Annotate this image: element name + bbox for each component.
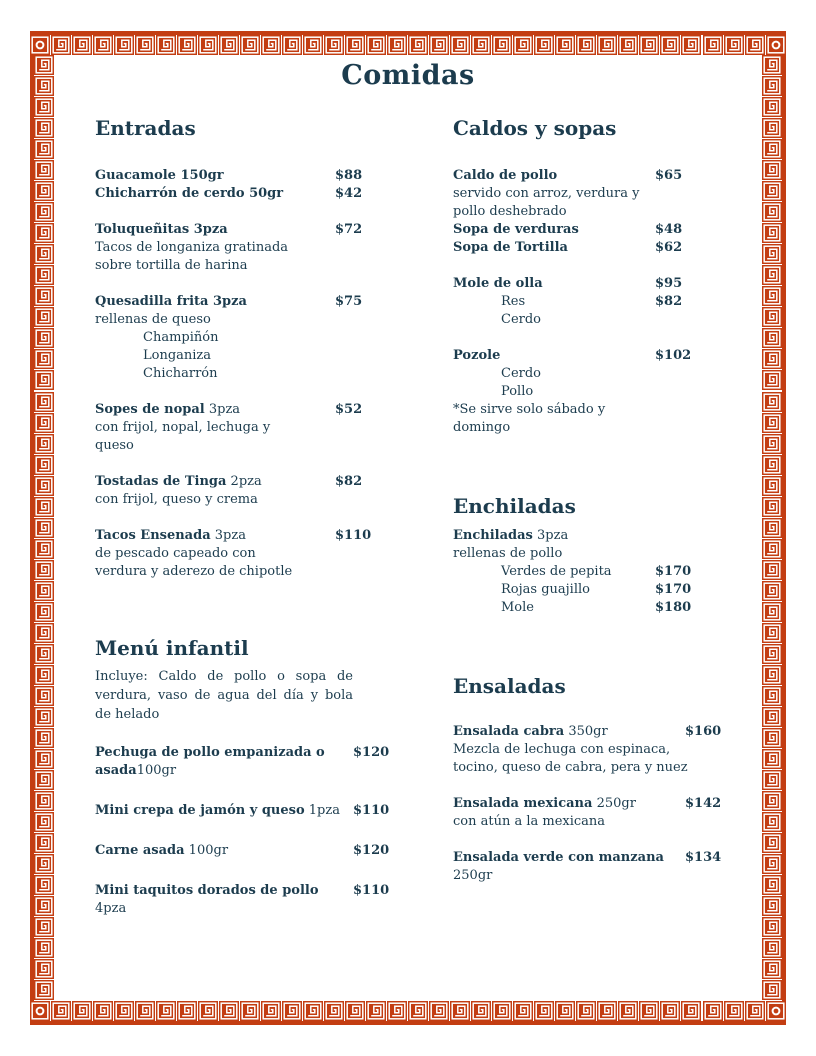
menu-group: [95, 167, 430, 203]
greek-key-tile-icon: [345, 35, 365, 55]
greek-key-tile-icon: [51, 35, 71, 55]
item-price: $134: [685, 850, 722, 865]
greek-key-tile-icon: [513, 1001, 533, 1021]
subitem-name: Cerdo: [501, 366, 542, 381]
greek-key-tile-icon: [576, 1001, 596, 1021]
greek-key-tile-icon: [34, 686, 54, 706]
greek-key-tile-icon: [762, 938, 782, 958]
item-name: Tacos Ensenada: [95, 528, 211, 543]
greek-key-tile-icon: [72, 1001, 92, 1021]
menu-subitem: [95, 347, 430, 365]
greek-key-tile-icon: [219, 35, 239, 55]
greek-key-border-top: [30, 31, 786, 55]
greek-key-tile-icon: [34, 392, 54, 412]
item-name: Pechuga de pollo empanizada o asada: [95, 745, 325, 778]
menu-item: [453, 167, 788, 221]
item-name: Carne asada: [95, 843, 185, 858]
greek-key-tile-icon: [177, 35, 197, 55]
item-price: $120: [353, 843, 390, 858]
greek-key-tile-icon: [34, 202, 54, 222]
greek-key-tile-icon: [34, 812, 54, 832]
menu-item: [95, 744, 430, 780]
greek-key-tile-icon: [660, 35, 680, 55]
greek-key-tile-icon: [618, 1001, 638, 1021]
menu-item: [95, 293, 430, 329]
greek-key-tile-icon: [724, 35, 744, 55]
item-name: Mole de olla: [453, 276, 543, 291]
item-qty: 1pza: [304, 803, 340, 818]
greek-key-tile-icon: [303, 35, 323, 55]
subitem-name: Cerdo: [501, 312, 542, 327]
greek-key-tile-icon: [34, 244, 54, 264]
subitem-name: Mole: [501, 600, 534, 615]
menu-item: [453, 221, 788, 239]
section-enchiladas: [453, 493, 788, 617]
section-caldos-y-sopas: [453, 115, 788, 437]
item-description: rellenas de queso: [95, 312, 211, 327]
menu-item: [95, 401, 430, 455]
greek-key-tile-icon: [450, 35, 470, 55]
menu-group: [95, 401, 430, 455]
item-qty: 250gr: [592, 796, 636, 811]
menu-subitem: [453, 311, 788, 329]
border-bar: [30, 1021, 786, 1025]
subitem-name: Res: [501, 294, 526, 309]
greek-key-tile-icon: [492, 1001, 512, 1021]
menu-subitem: [95, 329, 430, 347]
section-entradas: [95, 115, 430, 581]
greek-key-tile-icon: [745, 1001, 765, 1021]
greek-key-tile-icon: [34, 265, 54, 285]
menu-group: [95, 882, 430, 918]
greek-key-tile-icon: [387, 35, 407, 55]
item-name: Mini taquitos dorados de pollo: [95, 883, 319, 898]
section-title-enchiladas: Enchiladas: [453, 494, 576, 518]
greek-key-tile-icon: [597, 1001, 617, 1021]
subitem-price: $180: [655, 600, 692, 615]
greek-key-tile-icon: [93, 1001, 113, 1021]
greek-key-tile-icon: [93, 35, 113, 55]
greek-key-tile-icon: [762, 917, 782, 937]
item-qty: 3pza: [532, 528, 569, 543]
greek-key-tile-icon: [408, 1001, 428, 1021]
item-name: Caldo de pollo: [453, 168, 558, 183]
greek-key-tile-icon: [177, 1001, 197, 1021]
item-price: $72: [335, 222, 363, 237]
section-title-caldos-y-sopas: Caldos y sopas: [453, 116, 617, 140]
item-price: $120: [353, 745, 390, 760]
item-description: Mezcla de lechuga con espinaca, tocino, queso de cabra, pera y nuez: [453, 742, 688, 775]
subitem-name: Verdes de pepita: [501, 564, 612, 579]
item-name: Tostadas de Tinga: [95, 474, 227, 489]
item-note: *Se sirve solo sábado y domingo: [453, 402, 606, 435]
item-price: $62: [655, 240, 683, 255]
menu-group: [95, 802, 430, 820]
greek-key-tile-icon: [513, 35, 533, 55]
subitem-price: $170: [655, 582, 692, 597]
item-name: Mini crepa de jamón y queso: [95, 803, 305, 818]
greek-key-tile-icon: [34, 539, 54, 559]
item-name: Enchiladas: [453, 528, 533, 543]
greek-key-tile-icon: [240, 1001, 260, 1021]
greek-key-tile-icon: [745, 35, 765, 55]
greek-key-tile-icon: [34, 749, 54, 769]
greek-key-tile-icon: [135, 35, 155, 55]
subitem-price: $170: [655, 564, 692, 579]
greek-key-tile-icon: [408, 35, 428, 55]
menu-item: [95, 473, 430, 509]
greek-key-tile-icon: [156, 35, 176, 55]
item-name: Ensalada mexicana: [453, 796, 593, 811]
greek-key-tile-icon: [345, 1001, 365, 1021]
item-price: $65: [655, 168, 683, 183]
item-description: con frijol, queso y crema: [95, 492, 258, 507]
greek-key-tile-icon: [34, 770, 54, 790]
greek-key-tile-icon: [618, 35, 638, 55]
item-qty: 3pza: [204, 402, 241, 417]
item-name: Toluqueñitas 3pza: [95, 222, 228, 237]
greek-key-tile-icon: [534, 35, 554, 55]
greek-key-tile-icon: [34, 413, 54, 433]
menu-group: [95, 293, 430, 383]
greek-key-tile-icon: [34, 518, 54, 538]
greek-key-tile-icon: [34, 223, 54, 243]
greek-key-tile-icon: [34, 370, 54, 390]
menu-item: [453, 849, 788, 885]
greek-key-border-bottom: [30, 1001, 786, 1025]
border-corner-ring-icon: [766, 1001, 786, 1021]
greek-key-tile-icon: [681, 1001, 701, 1021]
greek-key-tile-icon: [261, 1001, 281, 1021]
menu-group: [95, 744, 430, 780]
menu-group: [453, 347, 788, 437]
subitem-price: $82: [655, 294, 683, 309]
section-intro: Incluye: Caldo de pollo o sopa de verdura, vaso de agua del día y bola de helado: [95, 669, 353, 722]
greek-key-tile-icon: [34, 455, 54, 475]
greek-key-tile-icon: [282, 1001, 302, 1021]
greek-key-tile-icon: [34, 917, 54, 937]
menu-item: [95, 167, 430, 185]
greek-key-tile-icon: [681, 35, 701, 55]
greek-key-tile-icon: [762, 980, 782, 1000]
menu-group: [453, 275, 788, 329]
greek-key-tile-icon: [724, 1001, 744, 1021]
item-name: Sopa de Tortilla: [453, 240, 568, 255]
menu-group: [453, 849, 788, 885]
border-corner-ring-icon: [766, 35, 786, 55]
menu-item: [95, 882, 430, 918]
greek-key-tile-icon: [34, 707, 54, 727]
item-name: Quesadilla frita 3pza: [95, 294, 247, 309]
greek-key-tile-icon: [429, 35, 449, 55]
menu-subitem: [453, 365, 788, 383]
item-price: $160: [685, 724, 722, 739]
item-description: con frijol, nopal, lechuga y queso: [95, 420, 271, 453]
item-price: $82: [335, 474, 363, 489]
greek-key-tile-icon: [366, 35, 386, 55]
greek-key-tile-icon: [34, 181, 54, 201]
greek-key-tile-icon: [303, 1001, 323, 1021]
menu-item: [95, 802, 430, 820]
menu-group: [95, 527, 430, 581]
item-qty: 4pza: [95, 901, 127, 916]
greek-key-tile-icon: [282, 35, 302, 55]
greek-key-tile-icon: [639, 1001, 659, 1021]
greek-key-border-left: [30, 55, 54, 1001]
menu-item: [453, 239, 788, 257]
greek-key-tile-icon: [34, 139, 54, 159]
section-title-menu-infantil: Menú infantil: [95, 636, 249, 660]
greek-key-tile-icon: [34, 118, 54, 138]
menu-item: [453, 347, 788, 365]
menu-item: [95, 185, 430, 203]
greek-key-tile-icon: [156, 1001, 176, 1021]
item-name: Chicharrón de cerdo 50gr: [95, 186, 284, 201]
right-column: [453, 115, 788, 903]
section-title-entradas: Entradas: [95, 116, 196, 140]
greek-key-tile-icon: [34, 938, 54, 958]
greek-key-tile-icon: [240, 35, 260, 55]
greek-key-tile-icon: [34, 97, 54, 117]
greek-key-tile-icon: [660, 1001, 680, 1021]
item-qty: 250gr: [453, 868, 493, 883]
greek-key-tile-icon: [703, 1001, 723, 1021]
item-price: $95: [655, 276, 683, 291]
greek-key-tile-icon: [34, 160, 54, 180]
page-title: Comidas: [341, 60, 475, 91]
item-qty: 3pza: [210, 528, 246, 543]
subitem-name: Rojas guajillo: [501, 582, 590, 597]
item-qty: 350gr: [564, 724, 608, 739]
section-title-ensaladas: Ensaladas: [453, 674, 566, 698]
menu-subitem: [453, 581, 788, 599]
menu-item: [453, 527, 788, 563]
item-price: $75: [335, 294, 363, 309]
greek-key-tile-icon: [34, 286, 54, 306]
greek-key-tile-icon: [34, 875, 54, 895]
menu-item: [95, 842, 430, 860]
greek-key-tile-icon: [34, 791, 54, 811]
greek-key-tile-icon: [198, 1001, 218, 1021]
greek-key-tile-icon: [703, 35, 723, 55]
menu-group: [453, 795, 788, 831]
item-qty: 100gr: [136, 763, 177, 778]
greek-key-tile-icon: [34, 623, 54, 643]
item-name: Ensalada verde con manzana: [453, 850, 664, 865]
item-price: $142: [685, 796, 722, 811]
item-description: Tacos de longaniza gratinada sobre tortilla de harina: [95, 240, 289, 273]
menu-subitem: [453, 599, 788, 617]
greek-key-tile-icon: [72, 35, 92, 55]
menu-item: [453, 275, 788, 293]
greek-key-tile-icon: [471, 35, 491, 55]
greek-key-tile-icon: [34, 497, 54, 517]
border-corner-ring-icon: [30, 35, 50, 55]
greek-key-tile-icon: [429, 1001, 449, 1021]
subitem-name: Chicharrón: [143, 366, 218, 381]
greek-key-tile-icon: [576, 35, 596, 55]
subitem-name: Pollo: [501, 384, 534, 399]
item-name: Sopes de nopal: [95, 402, 205, 417]
subitem-name: Champiñón: [143, 330, 219, 345]
greek-key-tile-icon: [450, 1001, 470, 1021]
menu-item: [95, 527, 430, 581]
item-name: Ensalada cabra: [453, 724, 565, 739]
greek-key-tile-icon: [366, 1001, 386, 1021]
greek-key-tile-icon: [34, 476, 54, 496]
greek-key-tile-icon: [34, 328, 54, 348]
item-description: con atún a la mexicana: [453, 814, 606, 829]
greek-key-tile-icon: [34, 896, 54, 916]
item-description: servido con arroz, verdura y pollo deshebrado: [453, 186, 640, 219]
item-qty: 2pza: [226, 474, 262, 489]
item-price: $110: [353, 803, 390, 818]
greek-key-tile-icon: [762, 959, 782, 979]
greek-key-tile-icon: [114, 35, 134, 55]
item-price: $110: [335, 528, 372, 543]
greek-key-tile-icon: [534, 1001, 554, 1021]
menu-group: [453, 527, 788, 617]
greek-key-tile-icon: [198, 35, 218, 55]
menu-subitem: [95, 365, 430, 383]
greek-key-tile-icon: [34, 854, 54, 874]
greek-key-tile-icon: [135, 1001, 155, 1021]
greek-key-tile-icon: [34, 665, 54, 685]
greek-key-tile-icon: [219, 1001, 239, 1021]
menu-group: [453, 723, 788, 777]
greek-key-tile-icon: [34, 644, 54, 664]
item-qty: 100gr: [184, 843, 229, 858]
item-name: Guacamole 150gr: [95, 168, 224, 183]
item-name: Pozole: [453, 348, 501, 363]
menu-group: [95, 473, 430, 509]
section-ensaladas: [453, 673, 788, 885]
item-price: $88: [335, 168, 363, 183]
item-description: rellenas de pollo: [453, 546, 563, 561]
greek-key-tile-icon: [597, 35, 617, 55]
greek-key-tile-icon: [34, 833, 54, 853]
greek-key-tile-icon: [387, 1001, 407, 1021]
greek-key-tile-icon: [51, 1001, 71, 1021]
greek-key-tile-icon: [34, 349, 54, 369]
border-corner-ring-icon: [30, 1001, 50, 1021]
greek-key-tile-icon: [324, 1001, 344, 1021]
menu-group: [453, 167, 788, 257]
menu-subitem: [453, 383, 788, 401]
greek-key-tile-icon: [34, 307, 54, 327]
greek-key-tile-icon: [555, 1001, 575, 1021]
greek-key-tile-icon: [324, 35, 344, 55]
subitem-name: Longaniza: [143, 348, 212, 363]
item-name: Sopa de verduras: [453, 222, 579, 237]
greek-key-tile-icon: [639, 35, 659, 55]
greek-key-tile-icon: [492, 35, 512, 55]
greek-key-tile-icon: [34, 980, 54, 1000]
menu-subitem: [453, 293, 788, 311]
left-column: [95, 115, 430, 940]
greek-key-tile-icon: [34, 434, 54, 454]
menu-subitem: [453, 563, 788, 581]
greek-key-tile-icon: [34, 602, 54, 622]
menu-group: [95, 221, 430, 275]
greek-key-tile-icon: [34, 959, 54, 979]
menu-item: [453, 723, 788, 777]
greek-key-tile-icon: [471, 1001, 491, 1021]
item-price: $110: [353, 883, 390, 898]
greek-key-tile-icon: [34, 728, 54, 748]
greek-key-tile-icon: [555, 35, 575, 55]
item-price: $102: [655, 348, 692, 363]
greek-key-tile-icon: [114, 1001, 134, 1021]
menu-group: [95, 842, 430, 860]
item-price: $42: [335, 186, 363, 201]
item-price: $48: [655, 222, 683, 237]
section-menu-infantil: [95, 635, 430, 918]
item-price: $52: [335, 402, 363, 417]
greek-key-tile-icon: [34, 581, 54, 601]
menu-item: [95, 221, 430, 275]
item-description: de pescado capeado con verdura y aderezo de chipotle: [95, 546, 293, 579]
greek-key-tile-icon: [34, 560, 54, 580]
greek-key-tile-icon: [261, 35, 281, 55]
menu-item: [453, 795, 788, 831]
